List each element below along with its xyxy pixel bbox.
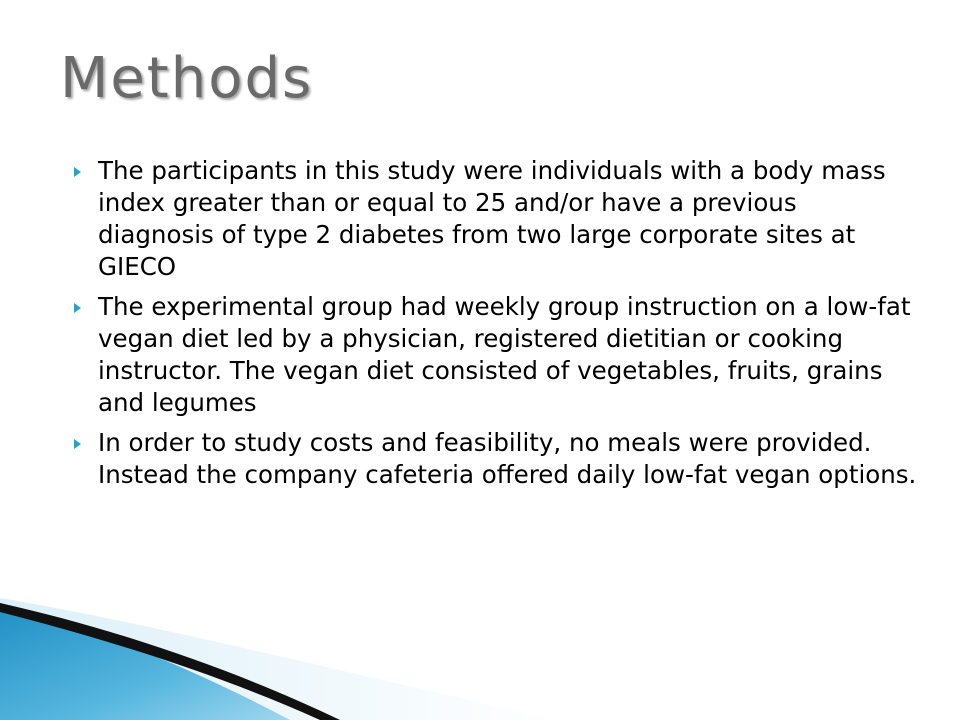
triangle-bullet-icon	[74, 303, 81, 313]
bullet-text: The experimental group had weekly group instruction on a low-fat vegan diet led by a physician, registered dietitian or cooking instructor. The vegan diet consisted of vegetables, fruits, grains and legumes	[98, 292, 911, 417]
list-item	[72, 427, 917, 491]
bullet-text: In order to study costs and feasibility, no meals were provided. Instead the company cafeteria offered daily low-fat vegan options.	[98, 428, 917, 489]
list-item	[72, 291, 917, 419]
triangle-bullet-icon	[74, 167, 81, 177]
bullet-list	[72, 155, 917, 499]
list-item	[72, 155, 917, 283]
triangle-bullet-icon	[74, 439, 81, 449]
bullet-text: The participants in this study were individuals with a body mass index greater than or equal to 25 and/or have a previous diagnosis of type 2 diabetes from two large corporate sites at GIECO	[98, 156, 886, 281]
slide-title: Methods	[60, 46, 314, 111]
